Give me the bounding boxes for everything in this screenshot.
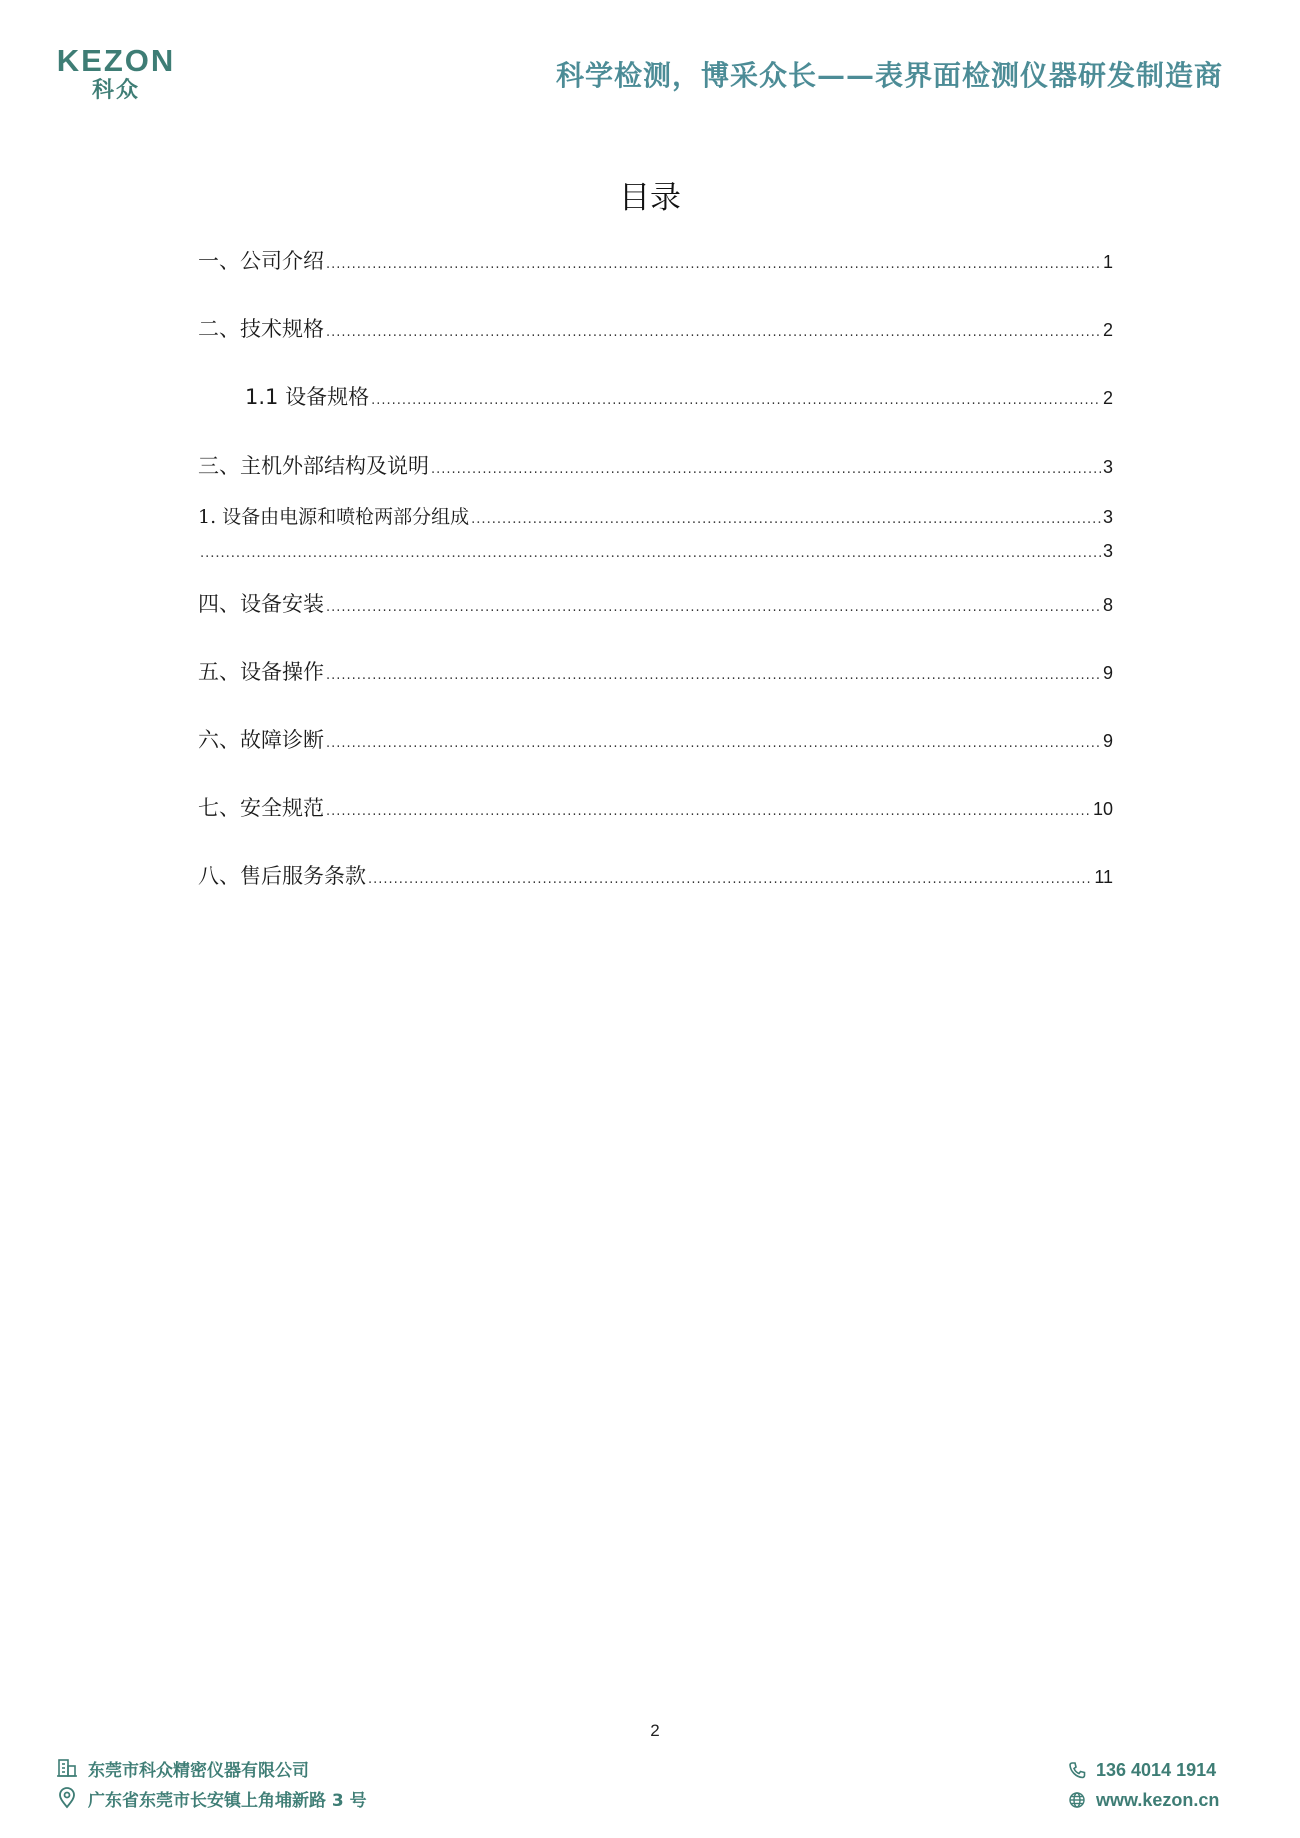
toc-entry-label: 三、主机外部结构及说明 [198,454,429,478]
toc-entry-after-sales[interactable] [198,862,1113,894]
toc-entry-power-and-gun[interactable] [198,503,1113,534]
toc-entry-tech-specs[interactable] [198,315,1113,347]
company-website-link[interactable]: www.kezon.cn [1096,1789,1220,1810]
toc-entry-page: 2 [1102,320,1113,340]
toc-entry-page: 9 [1102,731,1113,751]
footer-address-row [56,1783,367,1813]
toc-entry-page: 1 [1102,252,1113,272]
toc-entry-installation[interactable] [198,590,1113,622]
toc-entry-unlabeled[interactable] [198,537,1113,568]
building-icon [56,1757,78,1779]
location-pin-icon [56,1787,78,1809]
company-address: 广东省东莞市长安镇上角埔新路 3 号 [88,1790,367,1811]
toc-entry-page: 2 [1102,388,1113,408]
toc-entry-label: 四、设备安装 [198,592,324,616]
toc-dot-leader [326,662,1101,690]
page-number: 2 [650,1721,660,1740]
toc-dot-leader [431,456,1101,484]
toc-dot-leader [326,730,1101,758]
toc-entry-device-specs[interactable] [245,383,1113,415]
toc-entry-label: 八、售后服务条款 [198,864,366,888]
toc-entry-operation[interactable] [198,658,1113,690]
company-logo [52,44,180,104]
toc-entry-page: 9 [1102,663,1113,683]
toc-entry-company-intro[interactable] [198,247,1113,279]
toc-entry-host-structure[interactable] [198,452,1113,484]
logo-text-cn: 科众 [91,78,140,103]
contact-phone[interactable]: 136 4014 1914 [1096,1759,1217,1780]
toc-entry-page: 3 [1102,541,1113,561]
toc-dot-leader [200,540,1101,568]
toc-entry-page: 3 [1102,457,1113,477]
toc-dot-leader [326,798,1091,826]
footer-phone-row [1068,1755,1219,1785]
toc-entry-label: 五、设备操作 [198,660,324,684]
logo-text-en: KEZON [56,43,176,78]
toc-dot-leader [368,866,1092,894]
footer-company-info [56,1753,367,1813]
toc-entry-page: 8 [1102,595,1113,615]
toc-dot-leader [471,506,1101,534]
toc-entry-label: 一、公司介绍 [198,249,324,273]
toc-entry-diagnosis[interactable] [198,726,1113,758]
toc-dot-leader [326,319,1101,347]
toc-entry-page: 10 [1092,799,1113,819]
toc-dot-leader [326,594,1101,622]
toc-entry-label: 1. 设备由电源和喷枪两部分组成 [198,506,470,528]
company-name: 东莞市科众精密仪器有限公司 [88,1760,309,1781]
footer-website-row [1068,1785,1219,1815]
footer-company-row [56,1753,367,1783]
footer-contact-info [1068,1755,1219,1815]
header-slogan: 科学检测，博采众长——表界面检测仪器研发制造商 [555,59,1223,92]
toc-dot-leader [371,387,1101,415]
toc-entry-label: 七、安全规范 [198,796,324,820]
phone-icon [1068,1761,1086,1779]
toc-entry-safety[interactable] [198,794,1113,826]
toc-dot-leader [326,251,1101,279]
globe-icon [1068,1791,1086,1809]
toc-entry-label: 二、技术规格 [198,317,324,341]
toc-entry-label: 1.1 设备规格 [245,385,370,409]
toc-entry-page: 3 [1102,507,1113,527]
toc-title: 目录 [619,180,681,216]
toc-entry-page: 11 [1094,867,1113,887]
toc-entry-label: 六、故障诊断 [198,728,324,752]
